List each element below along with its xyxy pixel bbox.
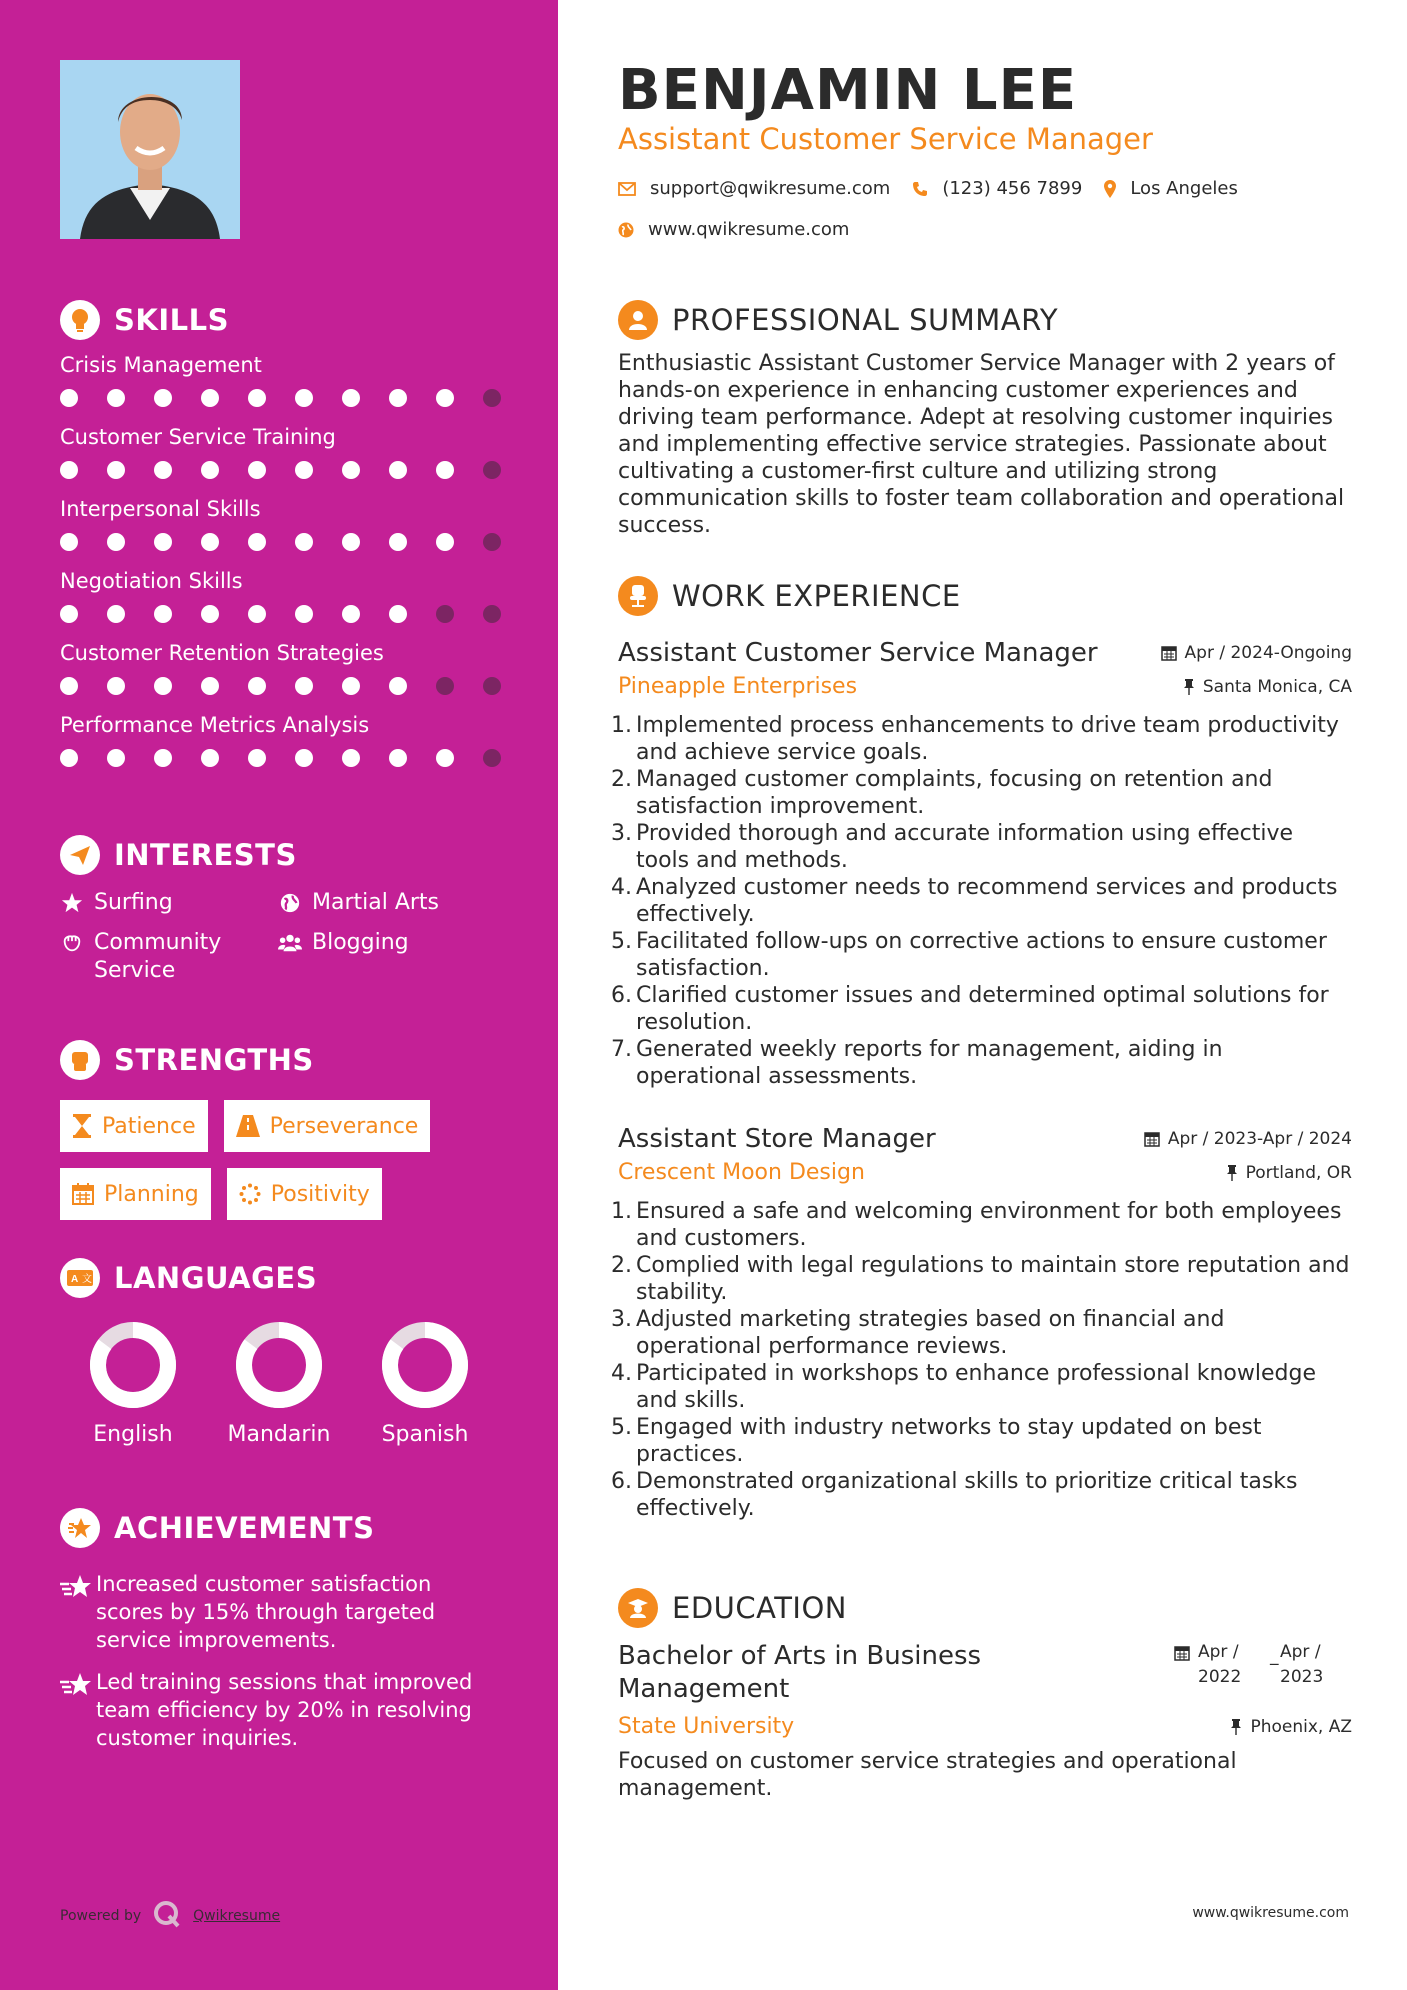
interest-item: [278, 889, 478, 917]
powered-by-label: Powered by: [60, 1908, 142, 1924]
experience-header: [618, 576, 1352, 616]
language-icon: [60, 1258, 100, 1298]
skill-rating-dot: [436, 461, 454, 479]
powered-by: [60, 1900, 280, 1932]
skill-name: Performance Metrics Analysis: [60, 713, 370, 737]
education-location-text: Phoenix, AZ: [1250, 1717, 1352, 1737]
skill-rating-dot: [389, 677, 407, 695]
skill-item: [60, 638, 500, 696]
skill-rating-dot: [60, 605, 78, 623]
phone-icon: [912, 181, 928, 197]
skill-rating-dot: [389, 461, 407, 479]
skill-rating-dot: [154, 677, 172, 695]
skills-list: [60, 350, 500, 768]
paper-plane-icon: [60, 835, 100, 875]
language-item: [206, 1322, 352, 1447]
skill-rating-dot: [201, 461, 219, 479]
strength-chip: [60, 1168, 211, 1220]
job-bullet: 5. Facilitated follow-ups on corrective actions to ensure customer satisfaction.: [611, 929, 1327, 981]
education-header: [618, 1588, 1352, 1628]
job-dates-text: Apr / 2024-Ongoing: [1184, 643, 1352, 663]
skill-rating-dot: [295, 605, 313, 623]
svg-text:文: 文: [82, 1274, 92, 1285]
skill-rating-dot: [342, 533, 360, 551]
skill-rating-dot: [248, 605, 266, 623]
job-bullet: 4. Analyzed customer needs to recommend services and products effectively.: [611, 875, 1338, 927]
job-bullet: 2. Managed customer complaints, focusing on retention and satisfaction improvement.: [611, 767, 1273, 819]
skill-rating-dot: [436, 605, 454, 623]
envelope-icon: [618, 182, 636, 196]
summary-title: PROFESSIONAL SUMMARY: [672, 303, 1059, 337]
award-star-icon: [60, 1508, 100, 1548]
star-icon: [60, 889, 84, 917]
skill-rating-dot: [295, 533, 313, 551]
strength-chip: [60, 1100, 208, 1152]
skill-name: Interpersonal Skills: [60, 497, 261, 521]
job-bullet: 3. Adjusted marketing strategies based on financial and operational performance reviews.: [611, 1307, 1225, 1359]
skill-rating: [60, 532, 500, 552]
strength-label: Positivity: [270, 1181, 370, 1207]
interest-label: Community Service: [94, 930, 222, 983]
skill-rating-dot: [342, 605, 360, 623]
contact-phone: (123) 456 7899: [942, 178, 1083, 199]
user-icon: [618, 300, 658, 340]
summary-header: [618, 300, 1352, 340]
skill-rating-dot: [201, 389, 219, 407]
skill-item: [60, 566, 500, 624]
calendar-icon: [1161, 645, 1177, 661]
interest-label: Martial Arts: [312, 890, 440, 915]
contact-website[interactable]: www.qwikresume.com: [648, 219, 850, 240]
skill-rating-dot: [248, 749, 266, 767]
calendar-icon: [1174, 1640, 1190, 1661]
calendar-icon: [1144, 1131, 1160, 1147]
skill-rating-dot: [154, 533, 172, 551]
school-name: State University: [618, 1714, 795, 1739]
qwikresume-logo-icon: [153, 1900, 181, 1932]
education-section: [618, 1588, 1352, 1802]
skill-rating-dot: [295, 749, 313, 767]
skill-rating-dot: [342, 461, 360, 479]
summary-section: [618, 300, 1352, 539]
job-location-text: Santa Monica, CA: [1202, 677, 1352, 697]
skill-rating-dot: [107, 389, 125, 407]
job-title: Assistant Store Manager: [618, 1124, 936, 1154]
spinner-icon: [239, 1183, 261, 1205]
experience-section: [611, 576, 1352, 1522]
education-row: [618, 1640, 1352, 1706]
office-chair-icon: [618, 576, 658, 616]
strength-label: Patience: [102, 1113, 196, 1139]
skill-rating-dot: [60, 389, 78, 407]
interest-item: [60, 889, 278, 917]
skill-rating: [60, 604, 500, 624]
hand-icon: [60, 929, 84, 957]
contact-location: Los Angeles: [1130, 178, 1238, 199]
skill-rating-dot: [389, 389, 407, 407]
skill-rating: [60, 388, 500, 408]
skill-rating-dot: [248, 677, 266, 695]
contact-row: [618, 178, 1238, 199]
shooting-star-icon: [60, 1668, 96, 1752]
skill-name: Negotiation Skills: [60, 569, 243, 593]
skills-section: [60, 300, 500, 768]
job-bullet: 1. Ensured a safe and welcoming environment for both employees and customers.: [611, 1199, 1342, 1251]
interest-item: [278, 929, 478, 985]
skill-rating-dot: [107, 461, 125, 479]
skills-header: [60, 300, 500, 340]
skill-name: Customer Retention Strategies: [60, 641, 384, 665]
interests-title: INTERESTS: [114, 838, 297, 872]
skill-name: Crisis Management: [60, 353, 262, 377]
languages-header: [60, 1258, 500, 1298]
achievements-header: [60, 1508, 500, 1548]
skill-rating-dot: [483, 533, 501, 551]
map-marker-icon: [1104, 180, 1116, 198]
language-name: Mandarin: [227, 1422, 331, 1447]
education-row: [618, 1710, 1352, 1744]
interests-header: [60, 835, 500, 875]
experience-title: WORK EXPERIENCE: [672, 579, 961, 613]
profile-photo: [60, 60, 240, 239]
skill-rating-dot: [201, 749, 219, 767]
skill-rating-dot: [60, 749, 78, 767]
strengths-title: STRENGTHS: [114, 1043, 314, 1077]
strengths-section: [60, 1040, 500, 1220]
job-location-text: Portland, OR: [1245, 1163, 1352, 1183]
achievements-title: ACHIEVEMENTS: [114, 1511, 375, 1545]
globe-icon: [278, 889, 302, 917]
skill-rating-dot: [483, 389, 501, 407]
pushpin-icon: [1183, 679, 1195, 695]
shooting-star-icon: [60, 1570, 96, 1654]
skill-rating-dot: [248, 461, 266, 479]
skill-rating-dot: [201, 677, 219, 695]
skill-rating-dot: [154, 389, 172, 407]
skill-rating-dot: [436, 533, 454, 551]
skill-item: [60, 350, 500, 408]
job-row: [618, 1156, 1352, 1190]
language-item: [352, 1322, 498, 1447]
road-icon: [236, 1115, 260, 1137]
strength-label: Perseverance: [269, 1113, 419, 1139]
skill-item: [60, 422, 500, 480]
education-start: Apr / 2022: [1198, 1642, 1242, 1687]
job-bullet: 6. Clarified customer issues and determined optimal solutions for resolution.: [611, 983, 1329, 1035]
skill-rating-dot: [107, 605, 125, 623]
strength-chip: [224, 1100, 431, 1152]
pushpin-icon: [1230, 1719, 1242, 1735]
website-row: [618, 219, 849, 240]
skill-rating-dot: [483, 605, 501, 623]
skill-rating-dot: [248, 389, 266, 407]
language-proficiency-ring: [236, 1322, 322, 1408]
candidate-name: BENJAMIN LEE: [618, 58, 1078, 123]
job-entry: [611, 1122, 1352, 1522]
job-dates: [1144, 1122, 1352, 1156]
skill-rating-dot: [60, 677, 78, 695]
strengths-header: [60, 1040, 500, 1080]
job-bullet: 3. Provided thorough and accurate information using effective tools and methods.: [611, 821, 1294, 873]
contact-email[interactable]: support@qwikresume.com: [650, 178, 891, 199]
sidebar: [0, 0, 558, 1990]
education-end: Apr / 2023: [1280, 1642, 1324, 1687]
job-location: [1226, 1156, 1352, 1190]
hourglass-icon: [72, 1114, 92, 1138]
language-name: English: [93, 1422, 173, 1447]
job-bullets: [611, 1198, 1352, 1522]
skill-rating-dot: [107, 677, 125, 695]
interests-list: [60, 889, 500, 985]
job-location: [1183, 670, 1352, 704]
job-row: [618, 1122, 1352, 1156]
skill-rating-dot: [154, 461, 172, 479]
education-description: Focused on customer service strategies and operational management.: [618, 1749, 1237, 1801]
skill-rating-dot: [436, 749, 454, 767]
footer-url[interactable]: www.qwikresume.com: [1192, 1905, 1349, 1921]
job-row: [618, 636, 1352, 670]
skill-rating-dot: [342, 389, 360, 407]
education-dates: [1174, 1640, 1352, 1690]
achievement-item: [60, 1668, 500, 1752]
job-dates-text: Apr / 2023-Apr / 2024: [1167, 1129, 1352, 1149]
skill-item: [60, 494, 500, 552]
skill-rating-dot: [483, 749, 501, 767]
job-bullet: 1. Implemented process enhancements to drive team productivity and achieve service goals.: [611, 713, 1339, 765]
candidate-title: Assistant Customer Service Manager: [618, 122, 1153, 156]
language-name: Spanish: [381, 1422, 469, 1447]
achievements-section: [60, 1508, 500, 1752]
job-row: [618, 670, 1352, 704]
skill-rating: [60, 460, 500, 480]
graduate-icon: [618, 1588, 658, 1628]
skill-item: [60, 710, 500, 768]
job-dates: [1161, 636, 1352, 670]
job-bullets: [611, 712, 1352, 1090]
skill-rating-dot: [436, 389, 454, 407]
lightbulb-icon: [60, 300, 100, 340]
skill-rating-dot: [107, 533, 125, 551]
skill-rating: [60, 748, 500, 768]
language-proficiency-ring: [382, 1322, 468, 1408]
skill-rating-dot: [295, 389, 313, 407]
company-name: Pineapple Enterprises: [618, 674, 858, 699]
profile-photo-image: [60, 60, 240, 239]
skill-rating-dot: [342, 677, 360, 695]
skill-rating: [60, 676, 500, 696]
skill-rating-dot: [483, 461, 501, 479]
skill-rating-dot: [201, 605, 219, 623]
job-bullet: 2. Complied with legal regulations to maintain store reputation and stability.: [611, 1253, 1350, 1305]
pushpin-icon: [1226, 1165, 1238, 1181]
calendar-icon: [72, 1183, 94, 1205]
skill-rating-dot: [389, 605, 407, 623]
strengths-list: [60, 1100, 480, 1220]
interest-label: Blogging: [312, 930, 409, 955]
achievement-text: Led training sessions that improved team efficiency by 20% in resolving customer inquiries.: [96, 1670, 473, 1750]
achievement-item: [60, 1570, 500, 1654]
languages-section: [60, 1258, 500, 1447]
education-title: EDUCATION: [672, 1591, 848, 1625]
interest-item: [60, 929, 278, 985]
date-separator: _: [1270, 1646, 1279, 1666]
summary-text: Enthusiastic Assistant Customer Service Manager with 2 years of hands-on experience in enhancing customer experiences and driving team performance. Adept at resolving customer inquiries and implementing effective service strategies. Passionate about cultivating a customer-first culture and utilizing strong communication skills to foster team collaboration and operational success.: [618, 351, 1345, 538]
globe-icon: [618, 222, 634, 238]
skill-rating-dot: [154, 749, 172, 767]
strength-chip: [227, 1168, 382, 1220]
job-title: Assistant Customer Service Manager: [618, 638, 1098, 668]
interests-section: [60, 835, 500, 985]
users-icon: [278, 929, 302, 957]
language-item: [60, 1322, 206, 1447]
qwikresume-link[interactable]: Qwikresume: [193, 1908, 281, 1924]
fist-icon: [60, 1040, 100, 1080]
languages-list: [60, 1322, 500, 1447]
languages-title: LANGUAGES: [114, 1261, 318, 1295]
interest-label: Surfing: [94, 890, 173, 915]
skill-rating-dot: [107, 749, 125, 767]
job-bullet: 7. Generated weekly reports for management, aiding in operational assessments.: [611, 1037, 1223, 1089]
skill-rating-dot: [436, 677, 454, 695]
skill-rating-dot: [154, 605, 172, 623]
skill-rating-dot: [483, 677, 501, 695]
job-entry: [611, 636, 1352, 1090]
job-bullet: 5. Engaged with industry networks to stay updated on best practices.: [611, 1415, 1262, 1467]
skill-rating-dot: [60, 461, 78, 479]
skill-rating-dot: [295, 461, 313, 479]
skill-rating-dot: [389, 533, 407, 551]
skill-rating-dot: [201, 533, 219, 551]
skill-rating-dot: [342, 749, 360, 767]
skill-rating-dot: [60, 533, 78, 551]
achievement-text: Increased customer satisfaction scores by 15% through targeted service improvements.: [96, 1572, 436, 1652]
education-date-range: [1198, 1640, 1352, 1690]
strength-label: Planning: [104, 1181, 199, 1207]
skills-title: SKILLS: [114, 303, 229, 337]
company-name: Crescent Moon Design: [618, 1160, 865, 1185]
main-content: [558, 0, 1407, 1990]
skill-rating-dot: [295, 677, 313, 695]
job-bullet: 4. Participated in workshops to enhance professional knowledge and skills.: [611, 1361, 1316, 1413]
svg-text:A: A: [71, 1274, 79, 1285]
job-bullet: 6. Demonstrated organizational skills to prioritize critical tasks effectively.: [611, 1469, 1298, 1521]
skill-rating-dot: [248, 533, 266, 551]
language-proficiency-ring: [90, 1322, 176, 1408]
degree-name: Bachelor of Arts in Business Management: [618, 1641, 982, 1704]
education-location: [1230, 1710, 1352, 1744]
skill-name: Customer Service Training: [60, 425, 336, 449]
skill-rating-dot: [389, 749, 407, 767]
